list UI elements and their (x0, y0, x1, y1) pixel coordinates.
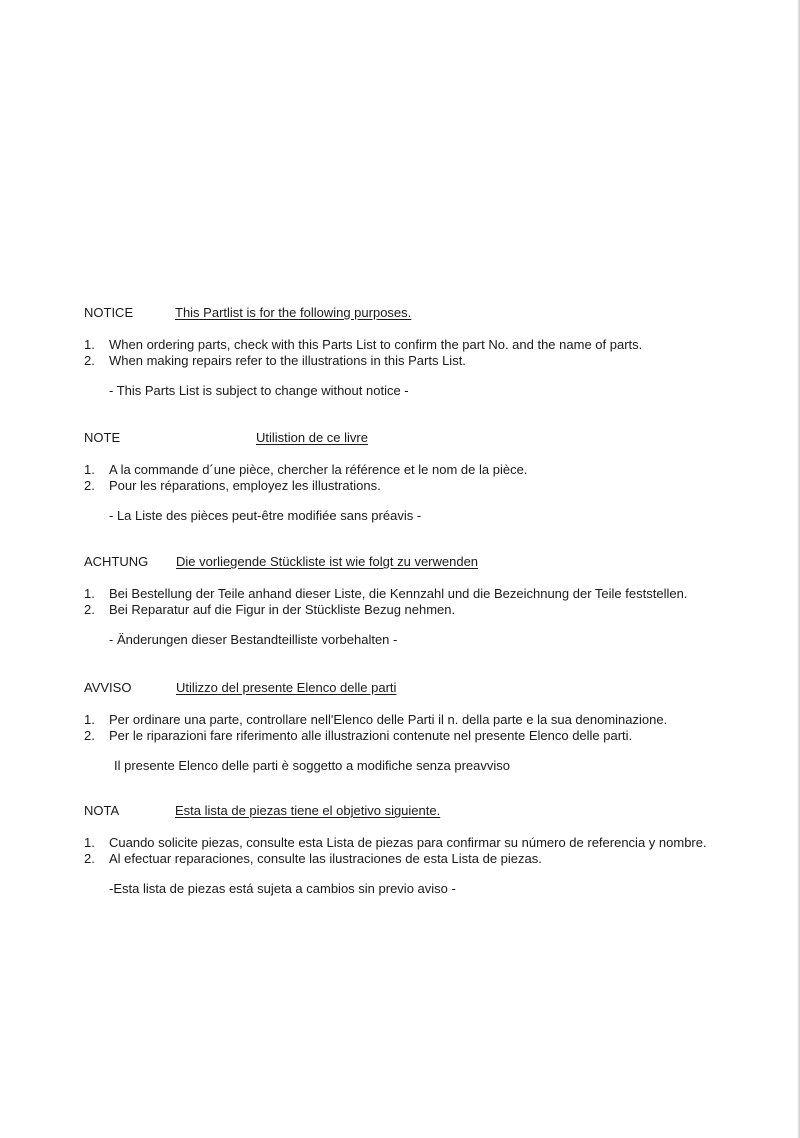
change-notice: -Esta lista de piezas está sujeta a cambios sin previo aviso - (109, 881, 456, 896)
section-label: NOTICE (84, 305, 134, 320)
item-text: Bei Bestellung der Teile anhand dieser Liste, die Kennzahl und die Bezeichnung der Teile feststellen. (109, 586, 688, 601)
change-notice: - La Liste des pièces peut-être modifiée sans préavis - (109, 508, 422, 523)
item-number: 1. (84, 712, 95, 727)
list-item (84, 728, 764, 744)
list-item (84, 586, 764, 602)
list-item (84, 712, 764, 728)
section-heading (84, 305, 764, 323)
instruction-list (84, 586, 764, 618)
item-text: When making repairs refer to the illustrations in this Parts List. (109, 353, 466, 368)
item-text: Per le riparazioni fare riferimento alle illustrazioni contenute nel presente Elenco delle parti. (109, 728, 633, 743)
section-title: Utilistion de ce livre (256, 430, 368, 445)
instruction-list (84, 462, 764, 494)
change-notice: - Änderungen dieser Bestandteilliste vorbehalten - (109, 632, 398, 647)
list-item (84, 462, 764, 478)
section-title: This Partlist is for the following purposes. (175, 305, 412, 320)
item-number: 1. (84, 337, 95, 352)
instruction-list (84, 712, 764, 744)
list-item (84, 851, 764, 867)
item-number: 2. (84, 602, 95, 617)
section-label: NOTA (84, 803, 120, 818)
change-notice: - This Parts List is subject to change without notice - (109, 383, 409, 398)
section-french (84, 430, 764, 523)
change-notice: Il presente Elenco delle parti è soggetto a modifiche senza preavviso (114, 758, 511, 773)
section-heading (84, 680, 764, 698)
instruction-list (84, 337, 764, 369)
item-number: 1. (84, 462, 95, 477)
instruction-list (84, 835, 764, 867)
item-text: When ordering parts, check with this Parts List to confirm the part No. and the name of parts. (109, 337, 643, 352)
section-label: ACHTUNG (84, 554, 149, 569)
section-title: Die vorliegende Stückliste ist wie folgt zu verwenden (176, 554, 479, 569)
item-text: Bei Reparatur auf die Figur in der Stückliste Bezug nehmen. (109, 602, 456, 617)
section-italian (84, 680, 764, 773)
item-text: A la commande d´une pièce, chercher la référence et le nom de la pièce. (109, 462, 528, 477)
list-item (84, 478, 764, 494)
section-label: AVVISO (84, 680, 132, 695)
list-item (84, 602, 764, 618)
list-item (84, 353, 764, 369)
list-item (84, 835, 764, 851)
section-label: NOTE (84, 430, 121, 445)
section-title: Utilizzo del presente Elenco delle parti (176, 680, 397, 695)
section-title: Esta lista de piezas tiene el objetivo siguiente. (175, 803, 441, 818)
section-heading (84, 554, 764, 572)
item-number: 2. (84, 478, 95, 493)
section-heading (84, 803, 764, 821)
item-number: 1. (84, 586, 95, 601)
list-item (84, 337, 764, 353)
item-text: Al efectuar reparaciones, consulte las ilustraciones de esta Lista de piezas. (109, 851, 542, 866)
item-text: Pour les réparations, employez les illustrations. (109, 478, 381, 493)
section-german (84, 554, 764, 647)
item-number: 2. (84, 728, 95, 743)
item-number: 2. (84, 851, 95, 866)
section-heading (84, 430, 764, 448)
item-number: 1. (84, 835, 95, 850)
section-spanish (84, 803, 764, 896)
item-text: Per ordinare una parte, controllare nell'Elenco delle Parti il n. della parte e la sua denominazione. (109, 712, 668, 727)
item-number: 2. (84, 353, 95, 368)
item-text: Cuando solicite piezas, consulte esta Lista de piezas para confirmar su número de referencia y nombre. (109, 835, 707, 850)
section-english (84, 305, 764, 398)
